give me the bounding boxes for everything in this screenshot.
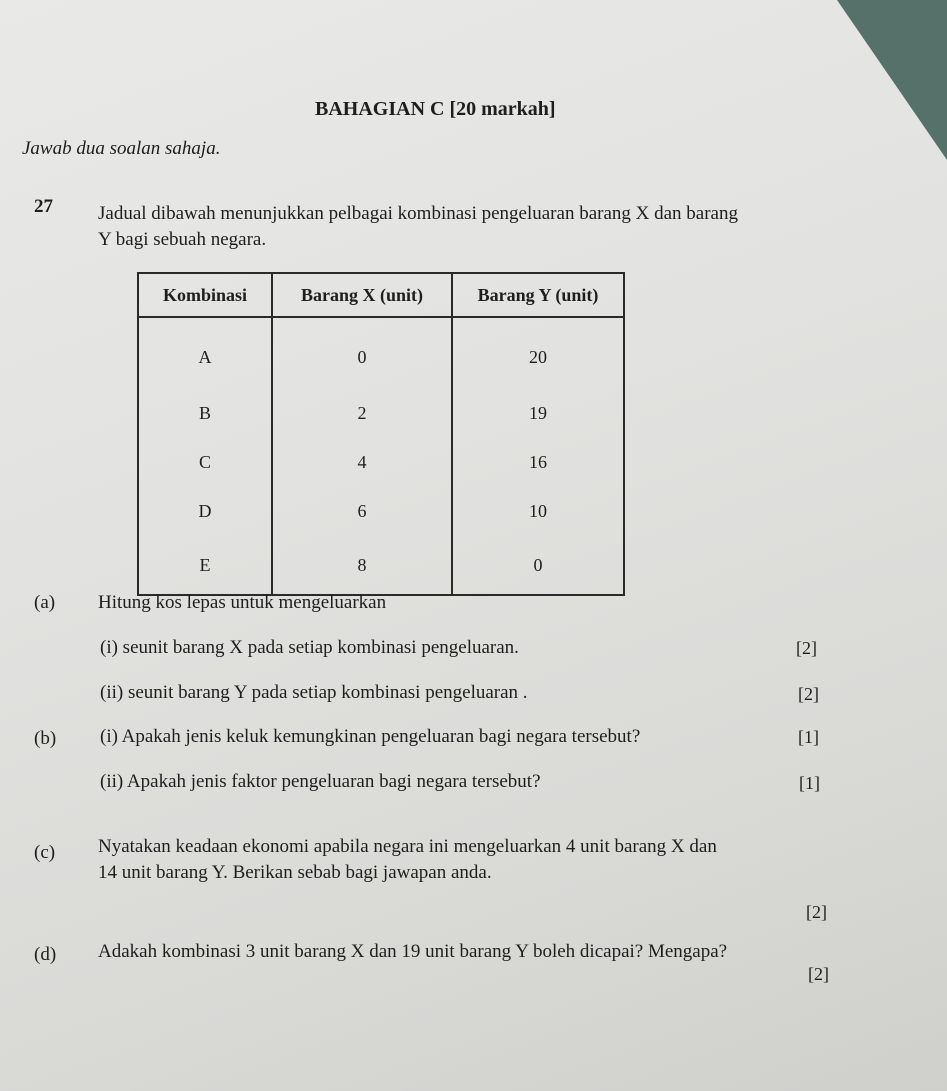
table-cell: C [138, 438, 272, 487]
question-number: 27 [34, 196, 53, 217]
header-kombinasi: Kombinasi [138, 273, 272, 317]
part-c-line-1: Nyatakan keadaan ekonomi apabila negara ini mengeluarkan 4 unit barang X dan [98, 836, 717, 857]
table-cell: 0 [272, 317, 452, 389]
table-cell: D [138, 487, 272, 536]
table-cell: 2 [272, 389, 452, 438]
table-row [138, 438, 624, 487]
table-row [138, 389, 624, 438]
question-intro-line-2: Y bagi sebuah negara. [98, 229, 267, 250]
production-table [137, 272, 625, 596]
table-row [138, 487, 624, 536]
part-a-i-text: (i) seunit barang X pada setiap kombinasi pengeluaran. [100, 637, 519, 658]
table-cell: A [138, 317, 272, 389]
table-cell: 4 [272, 438, 452, 487]
question-intro-line-1: Jadual dibawah menunjukkan pelbagai kombinasi pengeluaran barang X dan barang [98, 203, 738, 224]
table-cell: 8 [272, 536, 452, 595]
table-cell: 6 [272, 487, 452, 536]
part-c-label: (c) [34, 842, 56, 863]
part-d-text: Adakah kombinasi 3 unit barang X dan 19 unit barang Y boleh dicapai? Mengapa? [98, 941, 728, 962]
table-cell: 20 [452, 317, 624, 389]
part-a-ii-marks: [2] [798, 684, 819, 704]
header-barang-x: Barang X (unit) [272, 273, 452, 317]
part-d-label: (d) [34, 944, 57, 965]
background-corner [837, 0, 947, 160]
table-cell: 10 [452, 487, 624, 536]
section-title: BAHAGIAN C [20 markah] [315, 98, 556, 120]
part-b-ii-marks: [1] [799, 773, 820, 793]
table-cell: 0 [452, 536, 624, 595]
table-cell: B [138, 389, 272, 438]
part-a-label: (a) [34, 592, 56, 613]
part-b-label: (b) [34, 728, 57, 749]
table-cell: 16 [452, 438, 624, 487]
table-row [138, 536, 624, 595]
part-c-line-2: 14 unit barang Y. Berikan sebab bagi jawapan anda. [98, 862, 492, 883]
part-b-i-marks: [1] [798, 727, 819, 747]
instructions: Jawab dua soalan sahaja. [22, 138, 221, 159]
table-cell: E [138, 536, 272, 595]
part-b-i-text: (i) Apakah jenis keluk kemungkinan pengeluaran bagi negara tersebut? [100, 726, 641, 747]
table-cell: 19 [452, 389, 624, 438]
part-c-marks: [2] [806, 902, 827, 922]
part-a-text: Hitung kos lepas untuk mengeluarkan [98, 592, 387, 613]
part-a-ii-text: (ii) seunit barang Y pada setiap kombinasi pengeluaran . [100, 682, 528, 703]
part-b-ii-text: (ii) Apakah jenis faktor pengeluaran bagi negara tersebut? [100, 771, 541, 792]
header-barang-y: Barang Y (unit) [452, 273, 624, 317]
part-d-marks: [2] [808, 964, 829, 984]
part-a-i-marks: [2] [796, 638, 817, 658]
table-header-row [138, 273, 624, 317]
table-row [138, 317, 624, 389]
